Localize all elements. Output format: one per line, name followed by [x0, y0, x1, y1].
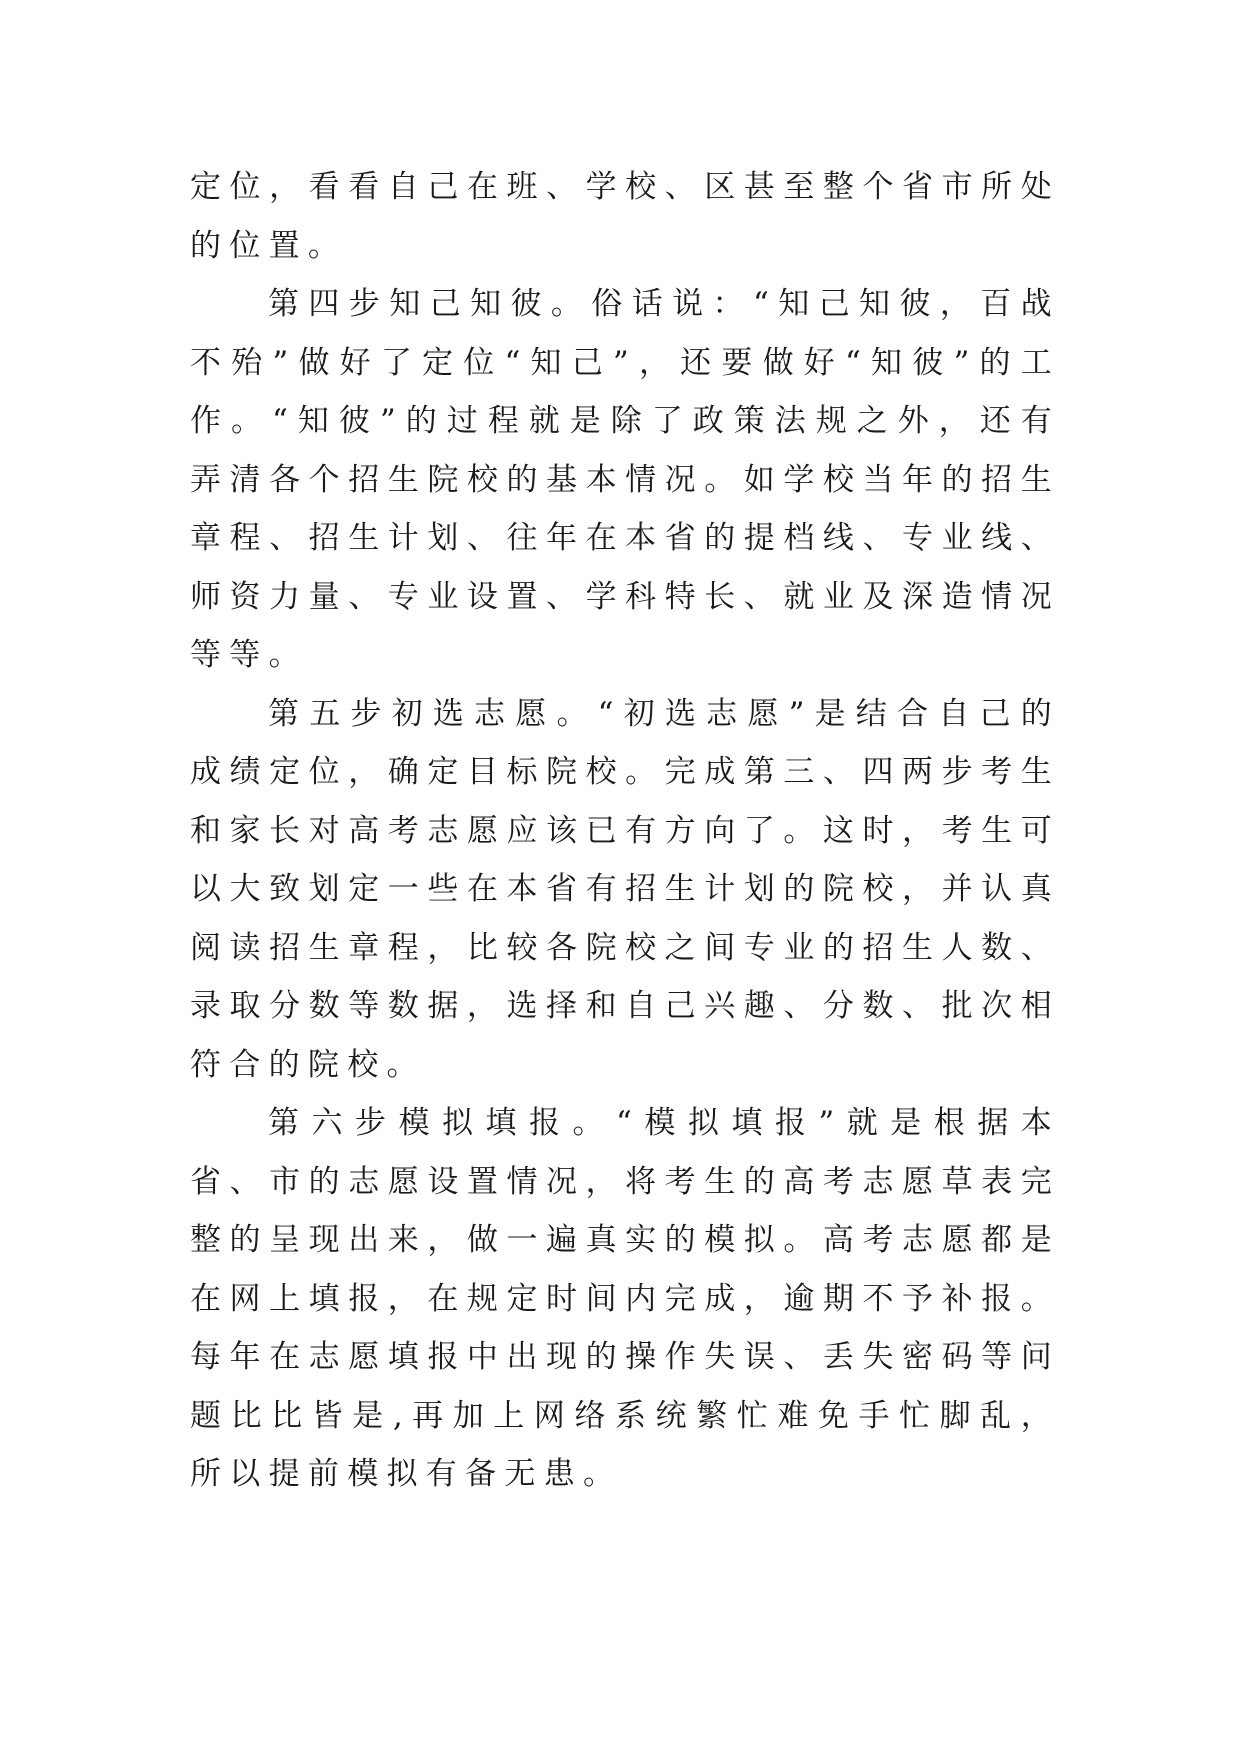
paragraph-continuation: 定位，看看自己在班、学校、区甚至整个省市所处的位置。 — [190, 169, 1060, 264]
paragraph-step-six: 第六步模拟填报。“模拟填报”就是根据本省、市的志愿设置情况，将考生的高考志愿草表完整的呈现出来，做一遍真实的模拟。高考志愿都是在网上填报，在规定时间内完成，逾期不予补报。每年在志愿填报中出现的操作失误、丢失密码等问题比比皆是,再加上网络系统繁忙难免手忙脚乱，所以提前模拟有备无患。 — [190, 1105, 1060, 1492]
paragraph-step-four: 第四步知己知彼。俗话说：“知己知彼，百战不殆”做好了定位“知己”，还要做好“知彼”的工作。“知彼”的过程就是除了政策法规之外，还有弄清各个招生院校的基本情况。如学校当年的招生章程、招生计划、往年在本省的提档线、专业线、师资力量、专业设置、学科特长、就业及深造情况等等。 — [190, 286, 1060, 673]
paragraph-step-five: 第五步初选志愿。“初选志愿”是结合自己的成绩定位，确定目标院校。完成第三、四两步考生和家长对高考志愿应该已有方向了。这时，考生可以大致划定一些在本省有招生计划的院校，并认真阅读招生章程，比较各院校之间专业的招生人数、录取分数等数据，选择和自己兴趣、分数、批次相符合的院校。 — [190, 695, 1060, 1083]
document-body — [190, 158, 1060, 1504]
